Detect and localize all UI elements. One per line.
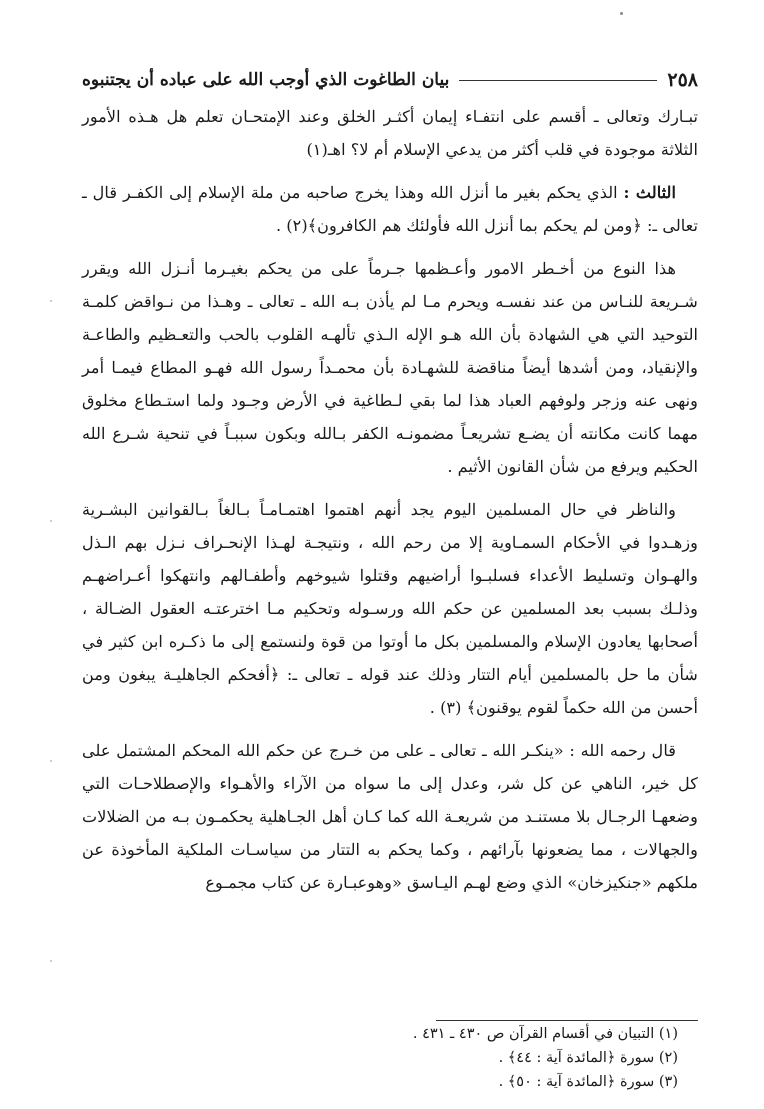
scan-speck bbox=[50, 960, 52, 962]
document-page bbox=[82, 60, 698, 909]
page-header bbox=[82, 60, 698, 100]
section-lead: الثالث : bbox=[623, 183, 676, 202]
footnote: (٣) سورة ﴿المائدة آية : ٥٠﴾ . bbox=[498, 1074, 678, 1090]
scan-speck bbox=[50, 300, 52, 302]
page-number: ٢٥٨ bbox=[667, 69, 698, 91]
footnote-rule bbox=[436, 1020, 698, 1021]
footnotes bbox=[82, 1022, 698, 1094]
paragraph: والناظر في حال المسلمين اليوم يجد أنهم اهتموا اهتمـامـاً بـالغاً بـالقوانين البشـرية وزهـدوا في الأحكام السمـاوية إلا من رحم الله ، ونتيجـة لهـذا الإنحـراف نـزل بهم الـذل والهـوان وتسليط الأعداء فسلبـوا أراضيهم وقتلوا شيوخهم وأطفـالهم وانتهكوا أعـراضهـم وذلـك بسبب بعد المسلمين عن حكم الله ورسـوله وتحكيم مـا اخترعتـه العقول الضـالة ، أصحابها يعادون الإسلام والمسلمين بكل ما أوتوا من قوة ولنستمع إلى ما ذكـره ابن كثير في شأن ما حل بالمسلمين أيام التتار وذلك عند قوله ـ تعالى ـ: ﴿أفحكم الجاهليـة يبغون ومن أحسن من الله حكماً لقوم يوقنون﴾ (٣) . bbox=[82, 500, 698, 717]
paragraph: تبـارك وتعالى ـ أقسم على انتفـاء إيمان أكثـر الخلق وعند الإمتحـان تعلم هل هـذه الأمور الثلاثة موجودة في قلب أكثر من يدعي الإسلام أم لا؟ اهـ(١) bbox=[82, 107, 698, 159]
paragraph bbox=[82, 176, 698, 242]
running-title: بيان الطاغوت الذي أوجب الله على عباده أن يجتنبوه bbox=[82, 70, 450, 90]
footnote: (١) التبيان في أقسام القرآن ص ٤٣٠ ـ ٤٣١ . bbox=[412, 1026, 678, 1042]
paragraph: هذا النوع من أخـطر الامور وأعـظمها جـرماً على من يحكم بغيـرما أنـزل الله ويقرر شـريعة للنـاس من عند نفسـه ويحرم مـا لم يأذن بـه الله ـ تعالى ـ وهـذا من نـواقض كلمـة التوحيد التي هي الشهادة بأن الله هـو الإله الـذي تألهـه القلوب بالحب والتعـظيم والطاعـة والإنقياد، ومن أشدها أيضاً مناقضة للشهـادة بأن محمـداً رسول الله فهـو المطاع فيمـا أمر ونهى عنه وزجر ولوفهم العباد هذا لما بقي لـطاغية في الأرض وجـود ولما استـطاع مخلوق مهما كانت مكانته أن يضـع تشريعـاً مضمونـه الكفر بـالله وبكون سببـاً في تنحية شـرع الله الحكيم ويرفع من شأن القانون الأثيم . bbox=[82, 259, 698, 476]
scan-speck bbox=[620, 12, 623, 15]
scan-speck bbox=[50, 520, 52, 522]
body-text bbox=[82, 100, 698, 899]
footnote: (٢) سورة ﴿المائدة آية : ٤٤﴾ . bbox=[498, 1050, 678, 1066]
paragraph: قال رحمه الله : «ينكـر الله ـ تعالى ـ على من خـرج عن حكم الله المحكم المشتمل على كل خير، الناهي عن كل شر، وعدل إلى ما سواه من الآراء والأهـواء والإصطلاحـات التي وضعهـا الرجـال بلا مستنـد من شريعـة الله كما كـان أهل الجـاهلية يحكمـون بـه من الضلالات والجهالات ، مما يضعونها بآرائهم ، وكما يحكم به التتار من سياسـات الملكية المأخوذة عن ملكهم «جنكيزخان» الذي وضع لهـم اليـاسق «وهوعبـارة عن كتاب مجمـوع bbox=[82, 741, 698, 892]
paragraph-text: الذي يحكم بغير ما أنزل الله وهذا يخرج صاحبه من ملة الإسلام إلى الكفـر قال ـ تعالى ـ: ﴿ومن لم يحكم بما أنزل الله فأولئك هم الكافرون﴾(٢) . bbox=[82, 183, 698, 235]
header-rule bbox=[459, 80, 657, 81]
scan-speck bbox=[50, 760, 52, 762]
